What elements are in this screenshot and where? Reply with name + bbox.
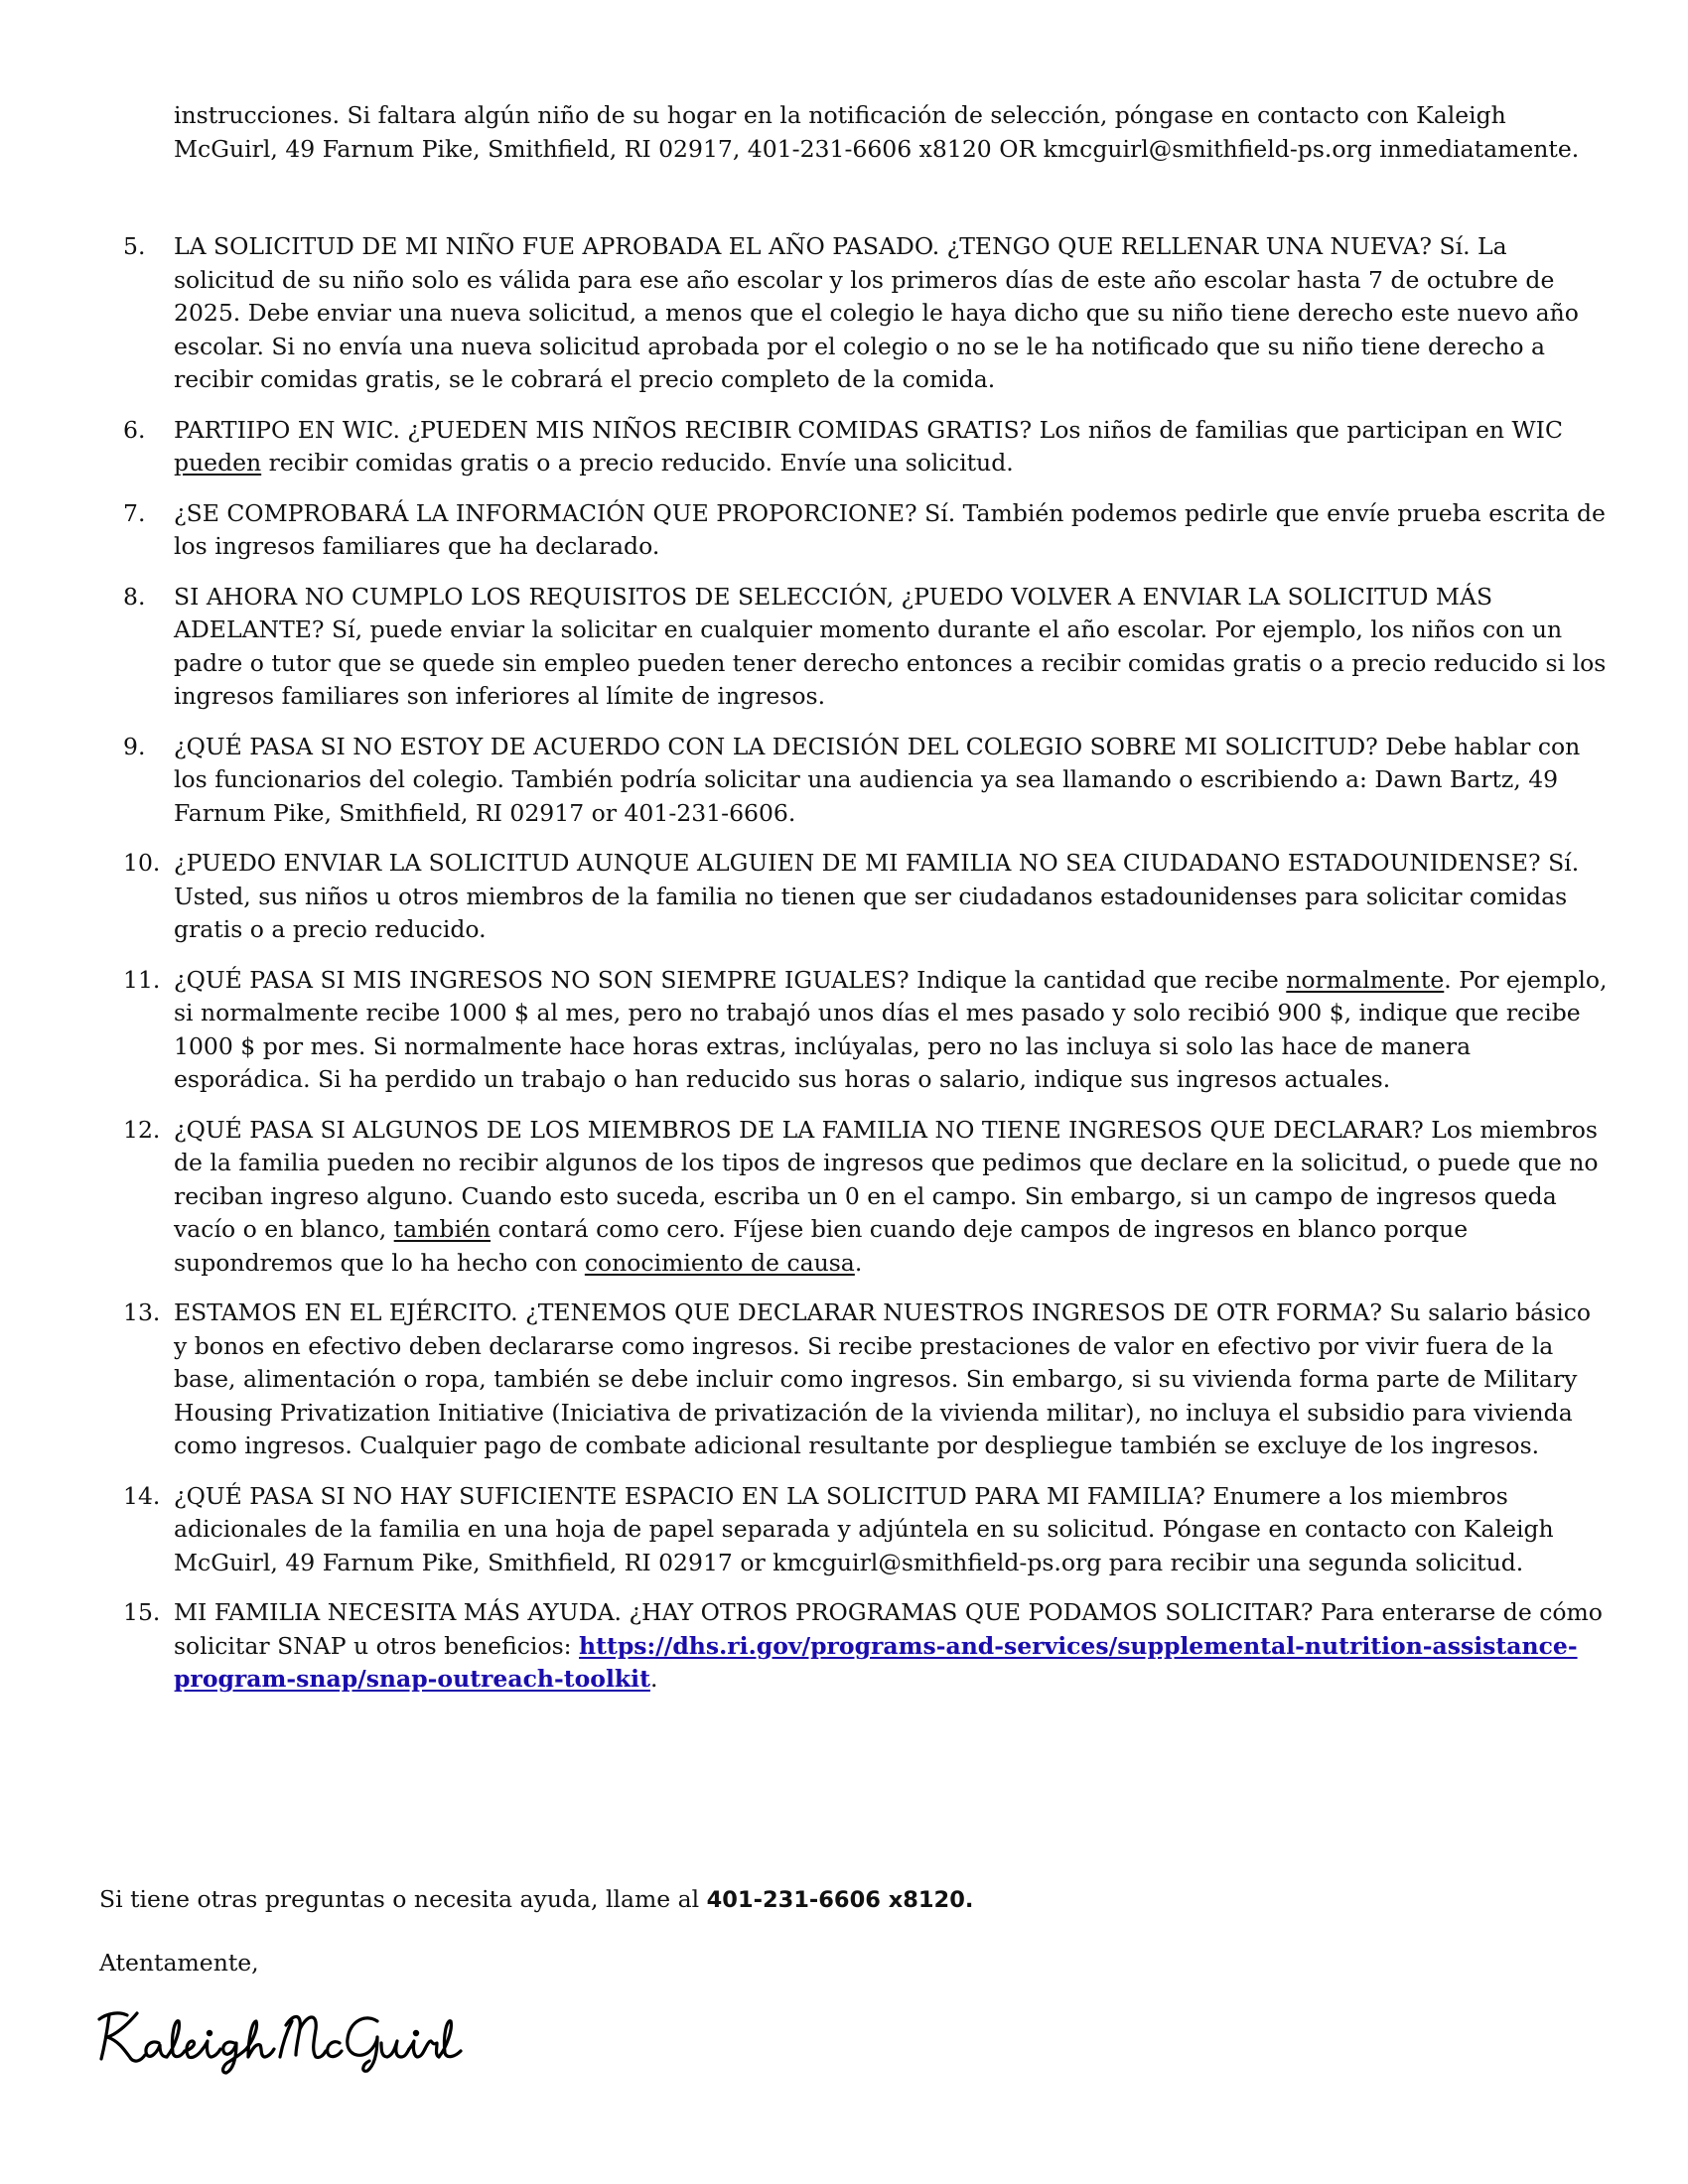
faq-number: 15. — [123, 1598, 161, 1626]
faq-answer: Indique la cantidad que recibe — [909, 965, 1287, 994]
faq-item-7 — [0, 497, 1609, 564]
faq-answer: Sí. También podemos pedirle que envíe prueba escrita de los ingresos familiares que ha declarado. — [174, 498, 1606, 560]
faq-answer: Enumere a los miembros adicionales de la familia en una hoja de papel separada y adjúntela en su solicitud. Póngase en contacto con Kaleigh McGuirl, 49 Farnum Pike, Smithfield, RI 02917 or kmcguirl@smithfield-ps.org para recibir una segunda solicitud. — [174, 1481, 1554, 1576]
faq-answer: Su salario básico y bonos en efectivo deben declararse como ingresos. Si recibe prestaciones de valor en efectivo por vivir fuera de la base, alimentación o ropa, también se debe incluir como ingresos. Sin embargo, si su vivienda forma parte de Military Housing Privatization Initiative (Iniciativa de privatización de la vivienda militar), no incluya el subsidio para vivienda como ingresos. Cualquier pago de combate adicional resultante por despliegue también se excluye de los ingresos. — [174, 1298, 1592, 1459]
faq-number: 5. — [123, 232, 146, 260]
contact-phone: 401-231-6606 x8120. — [706, 1887, 974, 1913]
faq-answer-underlined: normalmente — [1286, 965, 1445, 994]
faq-answer: Debe hablar con los funcionarios del colegio. También podría solicitar una audiencia ya sea llamando o escribiendo a: Dawn Bartz, 49 Farnum Pike, Smithfield, RI 02917 or 401-231-6606. — [174, 732, 1581, 827]
faq-item-8 — [0, 581, 1609, 714]
faq-item-12 — [0, 1114, 1609, 1281]
faq-question: ¿QUÉ PASA SI MIS INGRESOS NO SON SIEMPRE IGUALES? — [174, 965, 910, 994]
faq-answer: Para enterarse de cómo solicitar SNAP u otros beneficios: — [174, 1598, 1603, 1660]
closing-text: Si tiene otras preguntas o necesita ayuda, llame al — [99, 1885, 707, 1913]
signature-image — [97, 1995, 475, 2075]
faq-answer: Sí. Usted, sus niños u otros miembros de la familia no tienen que ser ciudadanos estadounidenses para solicitar comidas gratis o a precio reducido. — [174, 849, 1580, 943]
salutation: Atentamente, — [99, 1949, 259, 1977]
faq-question: MI FAMILIA NECESITA MÁS AYUDA. ¿HAY OTROS PROGRAMAS QUE PODAMOS SOLICITAR? — [174, 1598, 1314, 1626]
faq-number: 9. — [123, 732, 146, 760]
faq-number: 6. — [123, 415, 146, 444]
faq-question: PARTIIPO EN WIC. ¿PUEDEN MIS NIÑOS RECIBIR COMIDAS GRATIS? — [174, 415, 1033, 444]
faq-item-13 — [0, 1297, 1609, 1463]
faq-number: 11. — [123, 965, 161, 994]
faq-number: 8. — [123, 582, 146, 611]
faq-item-14 — [0, 1480, 1609, 1580]
faq-answer: Sí, puede enviar la solicitar en cualquier momento durante el año escolar. Por ejemplo, los niños con un padre o tutor que se quede sin empleo pueden tener derecho entonces a recibir comidas gratis o a precio reducido si los ingresos familiares son inferiores al límite de ingresos. — [174, 615, 1607, 710]
faq-answer: Los niños de familias que participan en WIC — [1032, 415, 1563, 444]
snap-outreach-link[interactable]: https://dhs.ri.gov/programs-and-services/supplemental-nutrition-assistance-program-snap/snap-outreach-toolkit — [174, 1631, 1578, 1693]
faq-question: ¿QUÉ PASA SI NO ESTOY DE ACUERDO CON LA DECISIÓN DEL COLEGIO SOBRE MI SOLICITUD? — [174, 732, 1378, 760]
faq-answer: Los miembros de la familia pueden no recibir algunos de los tipos de ingresos que pedimos que declare en la solicitud, o puede que no reciban ingreso alguno. Cuando esto suceda, escriba un 0 en el campo. Sin embargo, si un campo de ingresos queda vacío o en blanco, — [174, 1115, 1599, 1243]
faq-answer-underlined: pueden — [174, 449, 262, 477]
faq-answer: contará como cero. Fíjese bien cuando deje campos de ingresos en blanco porque supondremos que lo ha hecho con — [174, 1215, 1469, 1277]
faq-item-9 — [0, 731, 1609, 831]
faq-answer: . Por ejemplo, si normalmente recibe 1000 $ al mes, pero no trabajó unos días el mes pasado y solo recibió 900 $, indique que recibe 1000 $ por mes. Si normalmente hace horas extras, inclúyalas, pero no las incluya si solo las hace de manera esporádica. Si ha perdido un trabajo o han reducido sus horas o salario, indique sus ingresos actuales. — [174, 965, 1608, 1093]
faq-answer: recibir comidas gratis o a precio reducido. Envíe una solicitud. — [261, 449, 1014, 477]
faq-list — [0, 230, 1688, 1713]
faq-number: 14. — [123, 1481, 161, 1510]
intro-continuation: instrucciones. Si faltara algún niño de su hogar en la notificación de selección, póngase en contacto con Kaleigh McGuirl, 49 Farnum Pike, Smithfield, RI 02917, 401-231-6606 x8120 OR kmcguirl@smithfield-ps.org inmediatamente. — [174, 101, 1580, 163]
faq-answer-underlined: conocimiento de causa — [584, 1248, 855, 1277]
faq-number: 12. — [123, 1115, 161, 1144]
faq-number: 7. — [123, 498, 146, 527]
closing-line — [99, 1883, 973, 1918]
faq-question: ¿PUEDO ENVIAR LA SOLICITUD AUNQUE ALGUIEN DE MI FAMILIA NO SEA CIUDADANO ESTADOUNIDENSE? — [174, 849, 1541, 877]
faq-question: SI AHORA NO CUMPLO LOS REQUISITOS DE SELECCIÓN, ¿PUEDO VOLVER A ENVIAR LA SOLICITUD MÁS ADELANTE? — [174, 582, 1493, 643]
faq-question: ¿QUÉ PASA SI ALGUNOS DE LOS MIEMBROS DE LA FAMILIA NO TIENE INGRESOS QUE DECLARAR? — [174, 1115, 1424, 1144]
faq-item-11 — [0, 964, 1609, 1097]
faq-question: LA SOLICITUD DE MI NIÑO FUE APROBADA EL AÑO PASADO. ¿TENGO QUE RELLENAR UNA NUEVA? — [174, 232, 1433, 260]
faq-question: ESTAMOS EN EL EJÉRCITO. ¿TENEMOS QUE DECLARAR NUESTROS INGRESOS DE OTR FORMA? — [174, 1298, 1382, 1326]
faq-question: ¿SE COMPROBARÁ LA INFORMACIÓN QUE PROPORCIONE? — [174, 498, 917, 527]
faq-answer: . — [649, 1665, 658, 1693]
faq-item-5 — [0, 230, 1609, 397]
faq-answer: Sí. La solicitud de su niño solo es válida para ese año escolar y los primeros días de este año escolar hasta 7 de octubre de 2025. Debe enviar una nueva solicitud, a menos que el colegio le haya dicho que su niño tiene derecho este nuevo año escolar. Si no envía una nueva solicitud aprobada por el colegio o no se le ha notificado que su niño tiene derecho a recibir comidas gratis, se le cobrará el precio completo de la comida. — [174, 232, 1579, 393]
faq-item-10 — [0, 847, 1609, 947]
faq-number: 13. — [123, 1298, 161, 1326]
faq-item-15 — [0, 1596, 1609, 1697]
faq-answer-underlined: también — [393, 1215, 492, 1243]
faq-answer: . — [854, 1248, 863, 1277]
faq-item-6 — [0, 414, 1609, 480]
faq-number: 10. — [123, 849, 161, 877]
faq-question: ¿QUÉ PASA SI NO HAY SUFICIENTE ESPACIO EN LA SOLICITUD PARA MI FAMILIA? — [174, 1481, 1205, 1510]
